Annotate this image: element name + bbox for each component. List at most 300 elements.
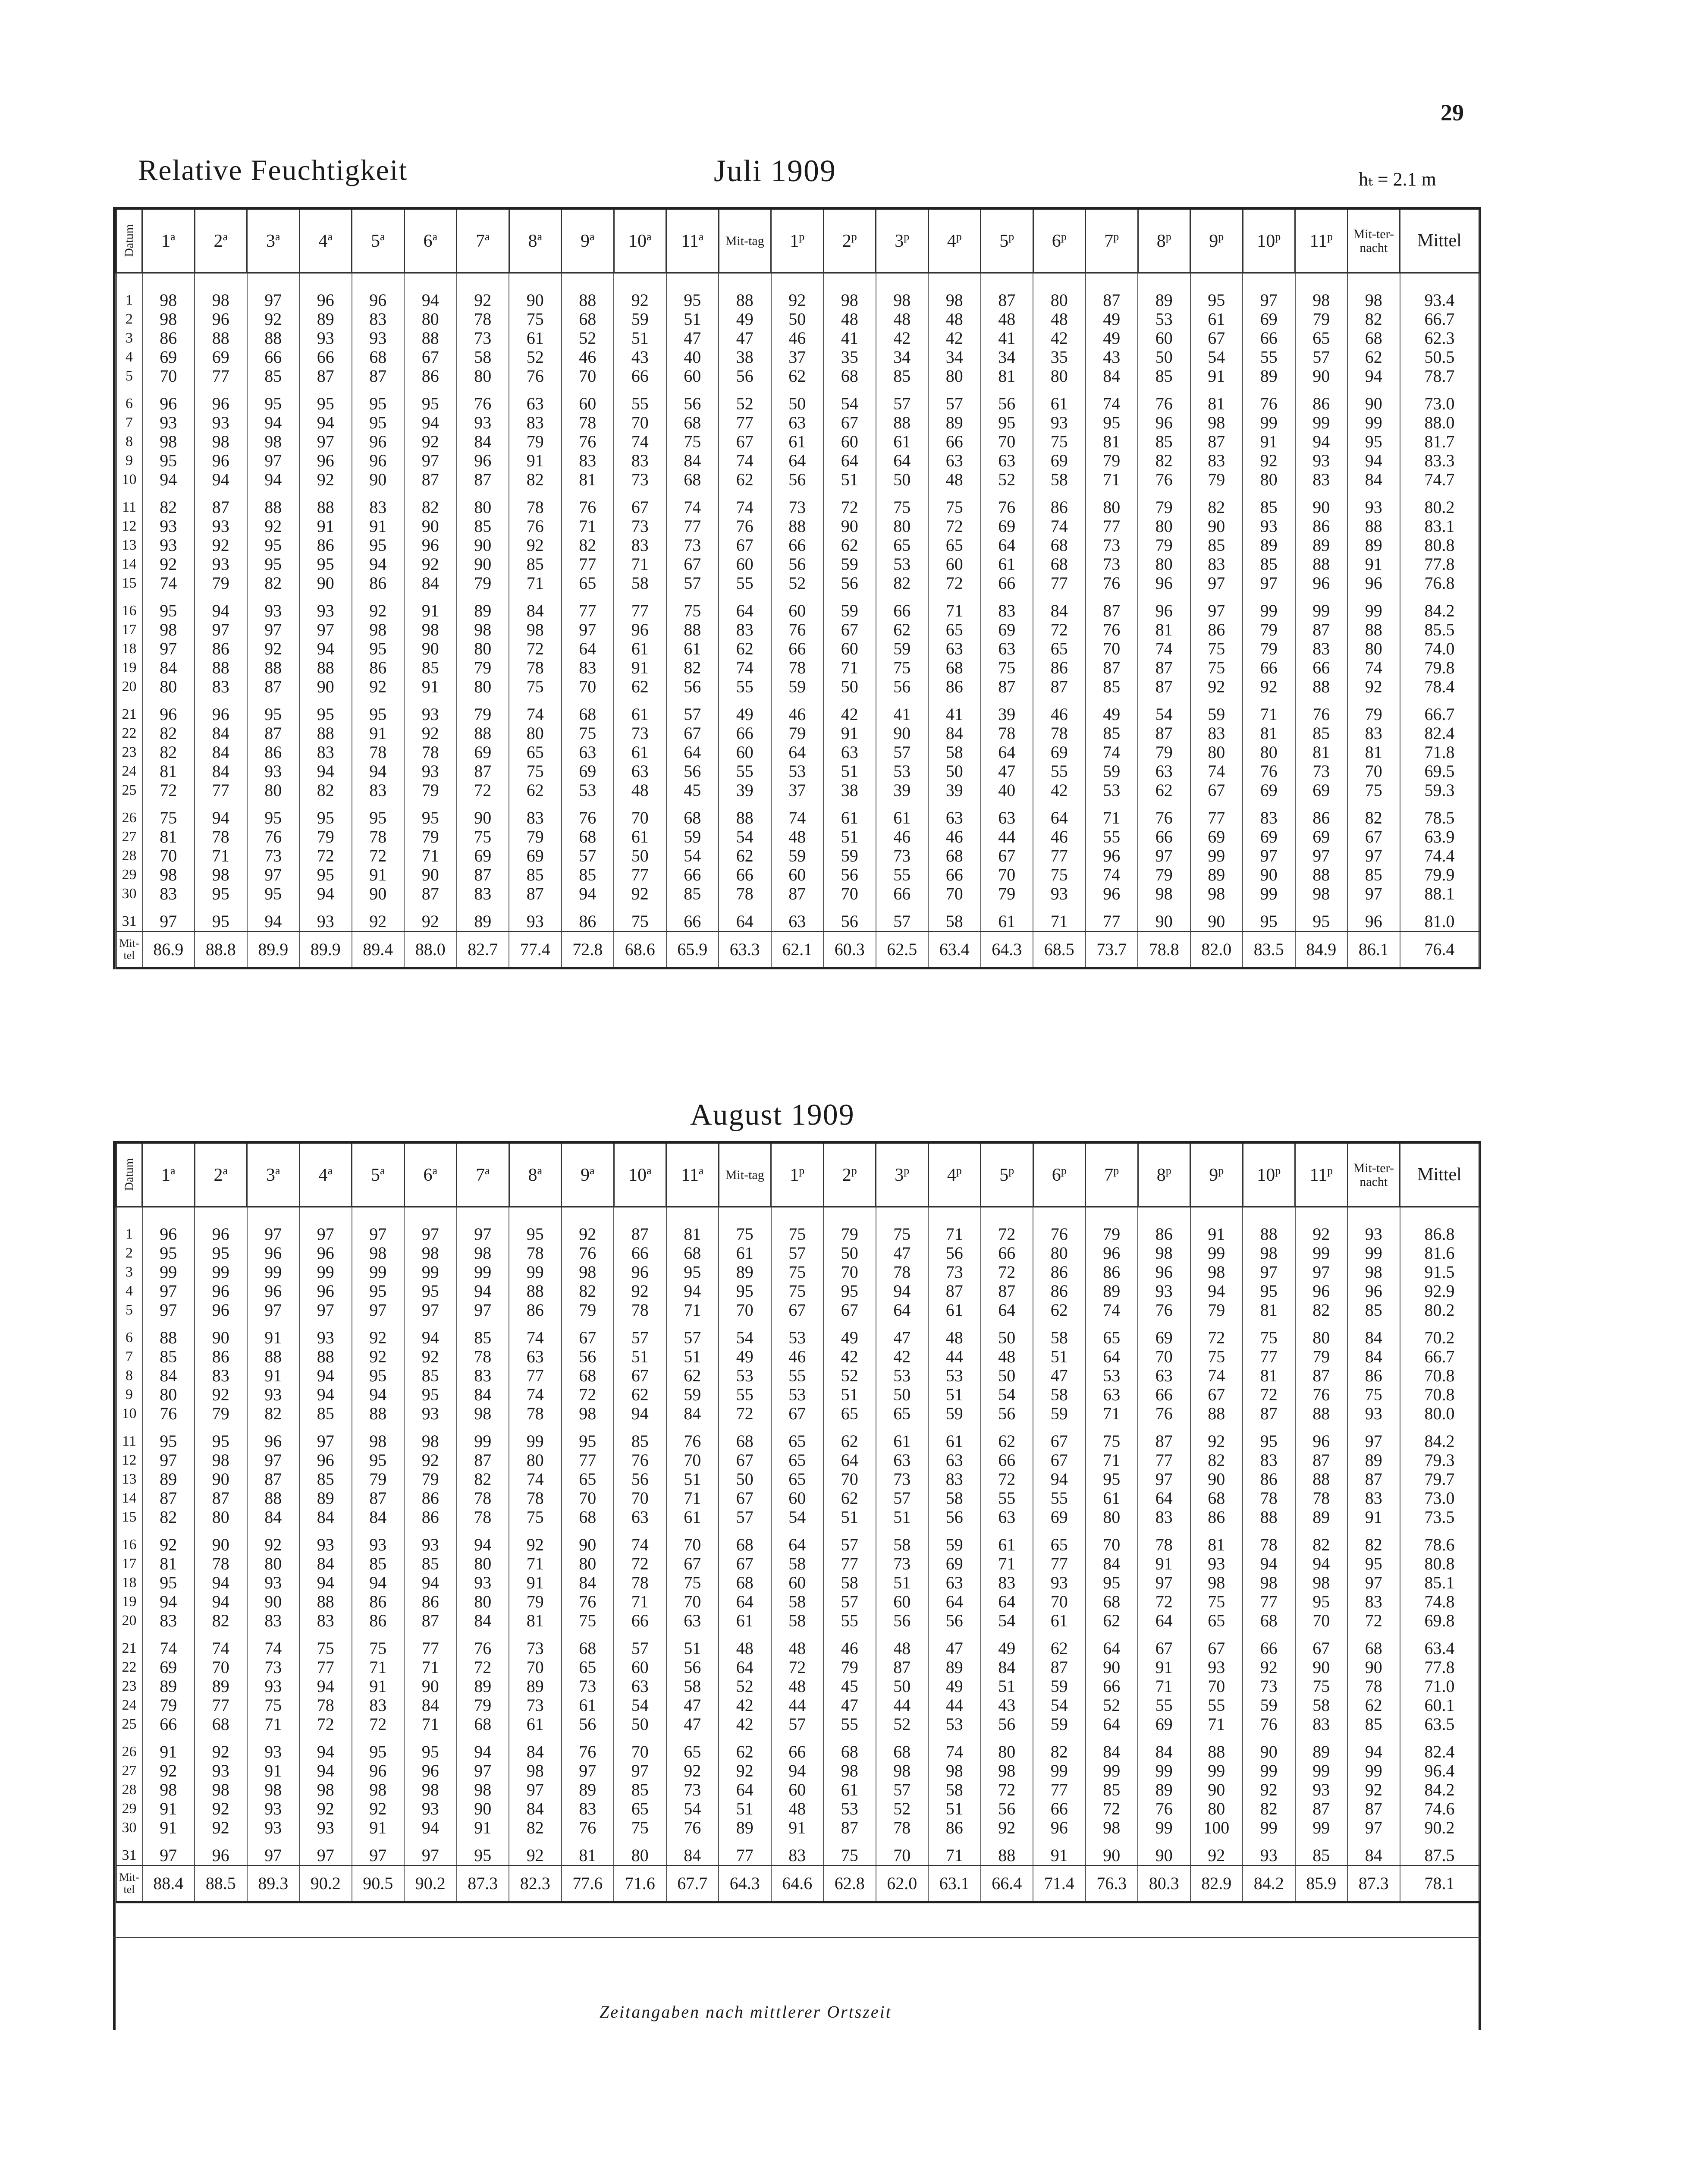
humidity-value: 97 [247, 1301, 300, 1320]
humidity-value: 51 [823, 827, 876, 846]
table-row [116, 639, 1479, 658]
humidity-value: 96 [1138, 574, 1190, 593]
humidity-value: 59 [823, 555, 876, 574]
humidity-value: 94 [352, 762, 405, 781]
humidity-value: 99 [1033, 1761, 1086, 1780]
daily-mean: 66.7 [1400, 696, 1479, 724]
humidity-value: 71 [928, 593, 981, 620]
humidity-value: 95 [666, 273, 719, 310]
humidity-value: 78 [719, 884, 771, 903]
humidity-value: 58 [876, 1527, 929, 1554]
humidity-value: 70 [1138, 1347, 1190, 1366]
humidity-value: 69 [1243, 310, 1295, 329]
hourly-mean: 71.4 [1033, 1866, 1086, 1902]
humidity-value: 90 [404, 517, 457, 536]
humidity-value: 48 [771, 1677, 824, 1696]
header-hour-pm: 8$^p$ [1138, 208, 1190, 273]
humidity-value: 76 [562, 800, 614, 827]
table-row [116, 658, 1479, 677]
humidity-value: 85 [1138, 367, 1190, 386]
humidity-value: 88 [1295, 1470, 1348, 1489]
humidity-value: 98 [876, 273, 929, 310]
humidity-value: 93 [404, 1404, 457, 1423]
humidity-value: 69 [1295, 781, 1348, 800]
humidity-value: 50 [614, 846, 666, 865]
humidity-value: 77 [195, 1696, 247, 1715]
humidity-value: 98 [1086, 1818, 1138, 1837]
humidity-value: 92 [562, 1207, 614, 1244]
humidity-value: 94 [562, 884, 614, 903]
humidity-value: 67 [981, 846, 1033, 865]
humidity-value: 81 [509, 1611, 562, 1630]
humidity-value: 58 [666, 1677, 719, 1696]
humidity-value: 99 [352, 1263, 405, 1282]
humidity-value: 95 [299, 386, 352, 413]
daily-mean: 79.8 [1400, 658, 1479, 677]
humidity-value: 91 [404, 677, 457, 696]
humidity-value: 58 [457, 348, 509, 367]
humidity-value: 85 [1347, 1301, 1400, 1320]
humidity-value: 67 [666, 1554, 719, 1573]
humidity-value: 62 [876, 620, 929, 639]
humidity-value: 71 [1243, 696, 1295, 724]
humidity-value: 99 [1138, 1761, 1190, 1780]
humidity-value: 72 [1086, 1799, 1138, 1818]
humidity-value: 60 [823, 639, 876, 658]
daily-mean: 82.4 [1400, 724, 1479, 743]
humidity-value: 69 [195, 348, 247, 367]
humidity-value: 49 [823, 1320, 876, 1347]
humidity-value: 92 [142, 1527, 195, 1554]
humidity-value: 71 [614, 1592, 666, 1611]
humidity-value: 79 [457, 696, 509, 724]
humidity-value: 92 [352, 1320, 405, 1347]
day-number: 23 [116, 1677, 142, 1696]
humidity-value: 69 [1033, 743, 1086, 762]
humidity-value: 84 [142, 1366, 195, 1385]
table-row [116, 574, 1479, 593]
humidity-value: 59 [1033, 1404, 1086, 1423]
humidity-value: 61 [823, 800, 876, 827]
humidity-value: 50 [928, 762, 981, 781]
humidity-value: 99 [195, 1263, 247, 1282]
humidity-value: 85 [1138, 432, 1190, 451]
humidity-value: 82 [1033, 1734, 1086, 1761]
daily-mean: 86.8 [1400, 1207, 1479, 1244]
humidity-value: 94 [195, 470, 247, 489]
day-number: 20 [116, 1611, 142, 1630]
humidity-value: 57 [614, 1630, 666, 1658]
humidity-value: 56 [928, 1508, 981, 1527]
humidity-value: 46 [928, 827, 981, 846]
humidity-value: 94 [404, 1573, 457, 1592]
humidity-value: 50 [823, 1244, 876, 1263]
humidity-value: 72 [1243, 1385, 1295, 1404]
daily-mean: 73.0 [1400, 386, 1479, 413]
humidity-value: 89 [562, 1780, 614, 1799]
hourly-mean: 62.0 [876, 1866, 929, 1902]
humidity-value: 79 [562, 1301, 614, 1320]
humidity-value: 91 [509, 451, 562, 470]
day-number: 28 [116, 1780, 142, 1799]
humidity-value: 79 [195, 574, 247, 593]
humidity-value: 64 [823, 451, 876, 470]
humidity-value: 75 [1033, 432, 1086, 451]
humidity-value: 57 [614, 1320, 666, 1347]
humidity-value: 41 [823, 329, 876, 348]
humidity-value: 75 [352, 1630, 405, 1658]
humidity-value: 66 [719, 724, 771, 743]
humidity-value: 56 [666, 677, 719, 696]
humidity-value: 87 [457, 762, 509, 781]
humidity-value: 57 [666, 696, 719, 724]
humidity-value: 97 [299, 620, 352, 639]
humidity-value: 73 [247, 846, 300, 865]
humidity-value: 63 [771, 903, 824, 932]
daily-mean: 84.2 [1400, 1423, 1479, 1451]
humidity-value: 93 [509, 903, 562, 932]
humidity-value: 83 [1347, 724, 1400, 743]
humidity-value: 60 [771, 1573, 824, 1592]
humidity-value: 59 [771, 677, 824, 696]
humidity-value: 58 [1295, 1696, 1348, 1715]
humidity-value: 83 [1347, 1489, 1400, 1508]
header-hour-pm: 10$^p$ [1243, 208, 1295, 273]
humidity-value: 80 [404, 310, 457, 329]
day-number: 1 [116, 1207, 142, 1244]
day-number: 12 [116, 1451, 142, 1470]
humidity-value: 97 [247, 620, 300, 639]
humidity-value: 60 [614, 1658, 666, 1677]
humidity-value: 53 [876, 555, 929, 574]
humidity-value: 46 [823, 1630, 876, 1658]
humidity-value: 53 [771, 762, 824, 781]
humidity-value: 95 [1347, 1554, 1400, 1573]
humidity-value: 75 [928, 489, 981, 517]
humidity-value: 97 [299, 1207, 352, 1244]
humidity-value: 94 [1033, 1470, 1086, 1489]
humidity-value: 62 [823, 1489, 876, 1508]
humidity-value: 92 [142, 1761, 195, 1780]
table-row [116, 696, 1479, 724]
humidity-value: 77 [666, 517, 719, 536]
humidity-value: 50 [1138, 348, 1190, 367]
humidity-value: 71 [1086, 1404, 1138, 1423]
humidity-value: 91 [247, 1366, 300, 1385]
humidity-value: 92 [195, 1818, 247, 1837]
humidity-value: 59 [928, 1404, 981, 1423]
humidity-value: 90 [1086, 1658, 1138, 1677]
humidity-value: 83 [1347, 1592, 1400, 1611]
humidity-value: 67 [771, 1301, 824, 1320]
humidity-value: 66 [614, 1244, 666, 1263]
humidity-value: 99 [1243, 884, 1295, 903]
humidity-value: 66 [1295, 658, 1348, 677]
table-row [116, 386, 1479, 413]
humidity-value: 68 [352, 348, 405, 367]
humidity-value: 61 [614, 639, 666, 658]
humidity-value: 66 [1243, 329, 1295, 348]
humidity-value: 79 [457, 1696, 509, 1715]
humidity-value: 71 [404, 1658, 457, 1677]
humidity-value: 95 [1243, 1423, 1295, 1451]
day-number: 13 [116, 536, 142, 555]
humidity-value: 61 [981, 1527, 1033, 1554]
humidity-value: 92 [404, 1451, 457, 1470]
humidity-value: 77 [1033, 846, 1086, 865]
humidity-value: 87 [404, 1611, 457, 1630]
humidity-value: 85 [1086, 724, 1138, 743]
humidity-value: 98 [1295, 884, 1348, 903]
humidity-value: 76 [562, 1818, 614, 1837]
humidity-value: 63 [928, 800, 981, 827]
humidity-value: 92 [352, 1799, 405, 1818]
humidity-value: 97 [247, 1451, 300, 1470]
humidity-value: 77 [195, 367, 247, 386]
humidity-value: 99 [1243, 1761, 1295, 1780]
humidity-value: 72 [928, 517, 981, 536]
humidity-value: 70 [1190, 1677, 1243, 1696]
humidity-value: 98 [981, 1761, 1033, 1780]
humidity-value: 44 [771, 1696, 824, 1715]
humidity-value: 92 [509, 1527, 562, 1554]
humidity-value: 79 [404, 827, 457, 846]
daily-mean: 74.8 [1400, 1592, 1479, 1611]
humidity-value: 97 [1295, 846, 1348, 865]
humidity-value: 74 [142, 574, 195, 593]
header-hour-am: 9$^a$ [562, 208, 614, 273]
table-row [116, 724, 1479, 743]
humidity-value: 97 [404, 1837, 457, 1866]
humidity-value: 89 [299, 310, 352, 329]
humidity-value: 82 [1347, 800, 1400, 827]
humidity-value: 60 [1138, 329, 1190, 348]
humidity-value: 72 [928, 574, 981, 593]
humidity-value: 91 [509, 1573, 562, 1592]
day-number: 7 [116, 413, 142, 432]
humidity-value: 97 [1138, 1573, 1190, 1592]
humidity-value: 70 [719, 1301, 771, 1320]
humidity-value: 75 [666, 593, 719, 620]
humidity-value: 80 [614, 1837, 666, 1866]
humidity-value: 55 [823, 1611, 876, 1630]
header-hour-pm: 1$^p$ [771, 208, 824, 273]
humidity-value: 69 [1190, 827, 1243, 846]
day-number: 21 [116, 1630, 142, 1658]
humidity-value: 89 [719, 1818, 771, 1837]
humidity-value: 50 [876, 1385, 929, 1404]
humidity-value: 98 [404, 620, 457, 639]
daily-mean: 83.1 [1400, 517, 1479, 536]
day-number: 15 [116, 574, 142, 593]
humidity-value: 60 [562, 386, 614, 413]
humidity-value: 98 [823, 273, 876, 310]
humidity-value: 90 [352, 470, 405, 489]
humidity-value: 65 [562, 574, 614, 593]
humidity-value: 77 [509, 1366, 562, 1385]
humidity-value: 92 [1190, 677, 1243, 696]
humidity-value: 62 [823, 1423, 876, 1451]
table-row [116, 1244, 1479, 1263]
humidity-value: 97 [1243, 1263, 1295, 1282]
humidity-value: 82 [1138, 451, 1190, 470]
humidity-value: 79 [823, 1658, 876, 1677]
humidity-value: 66 [771, 639, 824, 658]
humidity-value: 75 [562, 1611, 614, 1630]
humidity-value: 42 [719, 1696, 771, 1715]
daily-mean: 69.8 [1400, 1611, 1479, 1630]
day-number: 9 [116, 1385, 142, 1404]
humidity-value: 95 [142, 1423, 195, 1451]
humidity-value: 74 [666, 489, 719, 517]
humidity-value: 87 [457, 470, 509, 489]
humidity-value: 74 [614, 432, 666, 451]
humidity-value: 88 [562, 273, 614, 310]
humidity-value: 83 [1295, 470, 1348, 489]
humidity-value: 93 [299, 593, 352, 620]
table-row [116, 555, 1479, 574]
humidity-value: 80 [876, 517, 929, 536]
humidity-value: 96 [1347, 1282, 1400, 1301]
humidity-value: 63 [928, 639, 981, 658]
humidity-value: 88 [666, 620, 719, 639]
humidity-value: 54 [823, 386, 876, 413]
humidity-value: 55 [719, 574, 771, 593]
humidity-value: 50 [771, 310, 824, 329]
humidity-value: 67 [1190, 781, 1243, 800]
humidity-value: 67 [719, 432, 771, 451]
humidity-value: 85 [614, 1423, 666, 1451]
humidity-value: 95 [1295, 1592, 1348, 1611]
day-number: 10 [116, 1404, 142, 1423]
daily-mean: 74.0 [1400, 639, 1479, 658]
humidity-value: 45 [666, 781, 719, 800]
humidity-value: 84 [666, 1837, 719, 1866]
humidity-value: 96 [1347, 574, 1400, 593]
humidity-value: 96 [195, 1207, 247, 1244]
humidity-value: 92 [509, 1837, 562, 1866]
humidity-value: 67 [1295, 1630, 1348, 1658]
humidity-value: 68 [562, 696, 614, 724]
humidity-value: 84 [299, 1554, 352, 1573]
humidity-value: 87 [509, 884, 562, 903]
humidity-value: 95 [142, 1244, 195, 1263]
humidity-value: 83 [928, 1470, 981, 1489]
daily-mean: 81.6 [1400, 1244, 1479, 1263]
humidity-value: 89 [1347, 1451, 1400, 1470]
humidity-value: 51 [876, 1508, 929, 1527]
humidity-value: 95 [247, 536, 300, 555]
humidity-value: 71 [195, 846, 247, 865]
humidity-value: 51 [1033, 1347, 1086, 1366]
humidity-value: 83 [1190, 555, 1243, 574]
humidity-value: 98 [142, 865, 195, 884]
humidity-value: 71 [562, 517, 614, 536]
humidity-value: 80 [1086, 1508, 1138, 1527]
humidity-value: 98 [457, 1404, 509, 1423]
humidity-value: 83 [457, 884, 509, 903]
humidity-value: 76 [666, 1423, 719, 1451]
humidity-value: 75 [1347, 781, 1400, 800]
humidity-value: 60 [928, 555, 981, 574]
humidity-value: 68 [1086, 1592, 1138, 1611]
daily-mean: 81.7 [1400, 432, 1479, 451]
humidity-value: 53 [562, 781, 614, 800]
humidity-value: 56 [823, 865, 876, 884]
humidity-value: 76 [1138, 386, 1190, 413]
humidity-value: 95 [195, 903, 247, 932]
humidity-value: 58 [771, 1611, 824, 1630]
humidity-value: 78 [509, 489, 562, 517]
humidity-value: 88 [509, 1282, 562, 1301]
humidity-value: 99 [1347, 413, 1400, 432]
humidity-value: 84 [404, 574, 457, 593]
humidity-value: 95 [1086, 1470, 1138, 1489]
humidity-value: 38 [823, 781, 876, 800]
humidity-value: 84 [195, 743, 247, 762]
humidity-value: 92 [247, 639, 300, 658]
humidity-value: 92 [195, 1385, 247, 1404]
humidity-value: 82 [142, 724, 195, 743]
humidity-value: 52 [876, 1715, 929, 1734]
humidity-value: 48 [981, 1347, 1033, 1366]
humidity-value: 89 [457, 1677, 509, 1696]
humidity-value: 98 [823, 1761, 876, 1780]
humidity-value: 67 [719, 1489, 771, 1508]
humidity-value: 75 [509, 1508, 562, 1527]
header-hour-pm: 7$^p$ [1086, 1142, 1138, 1207]
humidity-value: 56 [666, 762, 719, 781]
humidity-value: 94 [142, 1592, 195, 1611]
table-row [116, 1451, 1479, 1470]
humidity-value: 74 [509, 1320, 562, 1347]
humidity-value: 80 [1243, 470, 1295, 489]
humidity-value: 70 [1033, 1592, 1086, 1611]
humidity-value: 82 [509, 1818, 562, 1837]
hourly-mean: 88.0 [404, 932, 457, 968]
humidity-value: 98 [562, 1404, 614, 1423]
daily-mean: 92.9 [1400, 1282, 1479, 1301]
humidity-value: 94 [142, 470, 195, 489]
humidity-value: 95 [195, 884, 247, 903]
day-number: 13 [116, 1470, 142, 1489]
humidity-value: 80 [142, 677, 195, 696]
humidity-value: 71 [666, 1301, 719, 1320]
day-number: 21 [116, 696, 142, 724]
header-mittag: Mit-tag [719, 208, 771, 273]
humidity-value: 55 [1033, 762, 1086, 781]
humidity-value: 96 [1086, 1244, 1138, 1263]
humidity-value: 80 [195, 1508, 247, 1527]
header-hour-pm: 2$^p$ [823, 1142, 876, 1207]
humidity-value: 97 [404, 1207, 457, 1244]
header-hour-am: 3$^a$ [247, 1142, 300, 1207]
header-mittel: Mittel [1400, 208, 1479, 273]
humidity-value: 89 [1138, 1780, 1190, 1799]
humidity-value: 50 [876, 470, 929, 489]
humidity-value: 90 [509, 273, 562, 310]
humidity-value: 85 [247, 367, 300, 386]
daily-mean: 93.4 [1400, 273, 1479, 310]
table-row [116, 1630, 1479, 1658]
humidity-value: 53 [1086, 1366, 1138, 1385]
humidity-value: 65 [1033, 1527, 1086, 1554]
table-row [116, 800, 1479, 827]
humidity-value: 80 [457, 489, 509, 517]
humidity-value: 74 [509, 1470, 562, 1489]
humidity-value: 56 [666, 1658, 719, 1677]
humidity-value: 76 [1243, 386, 1295, 413]
